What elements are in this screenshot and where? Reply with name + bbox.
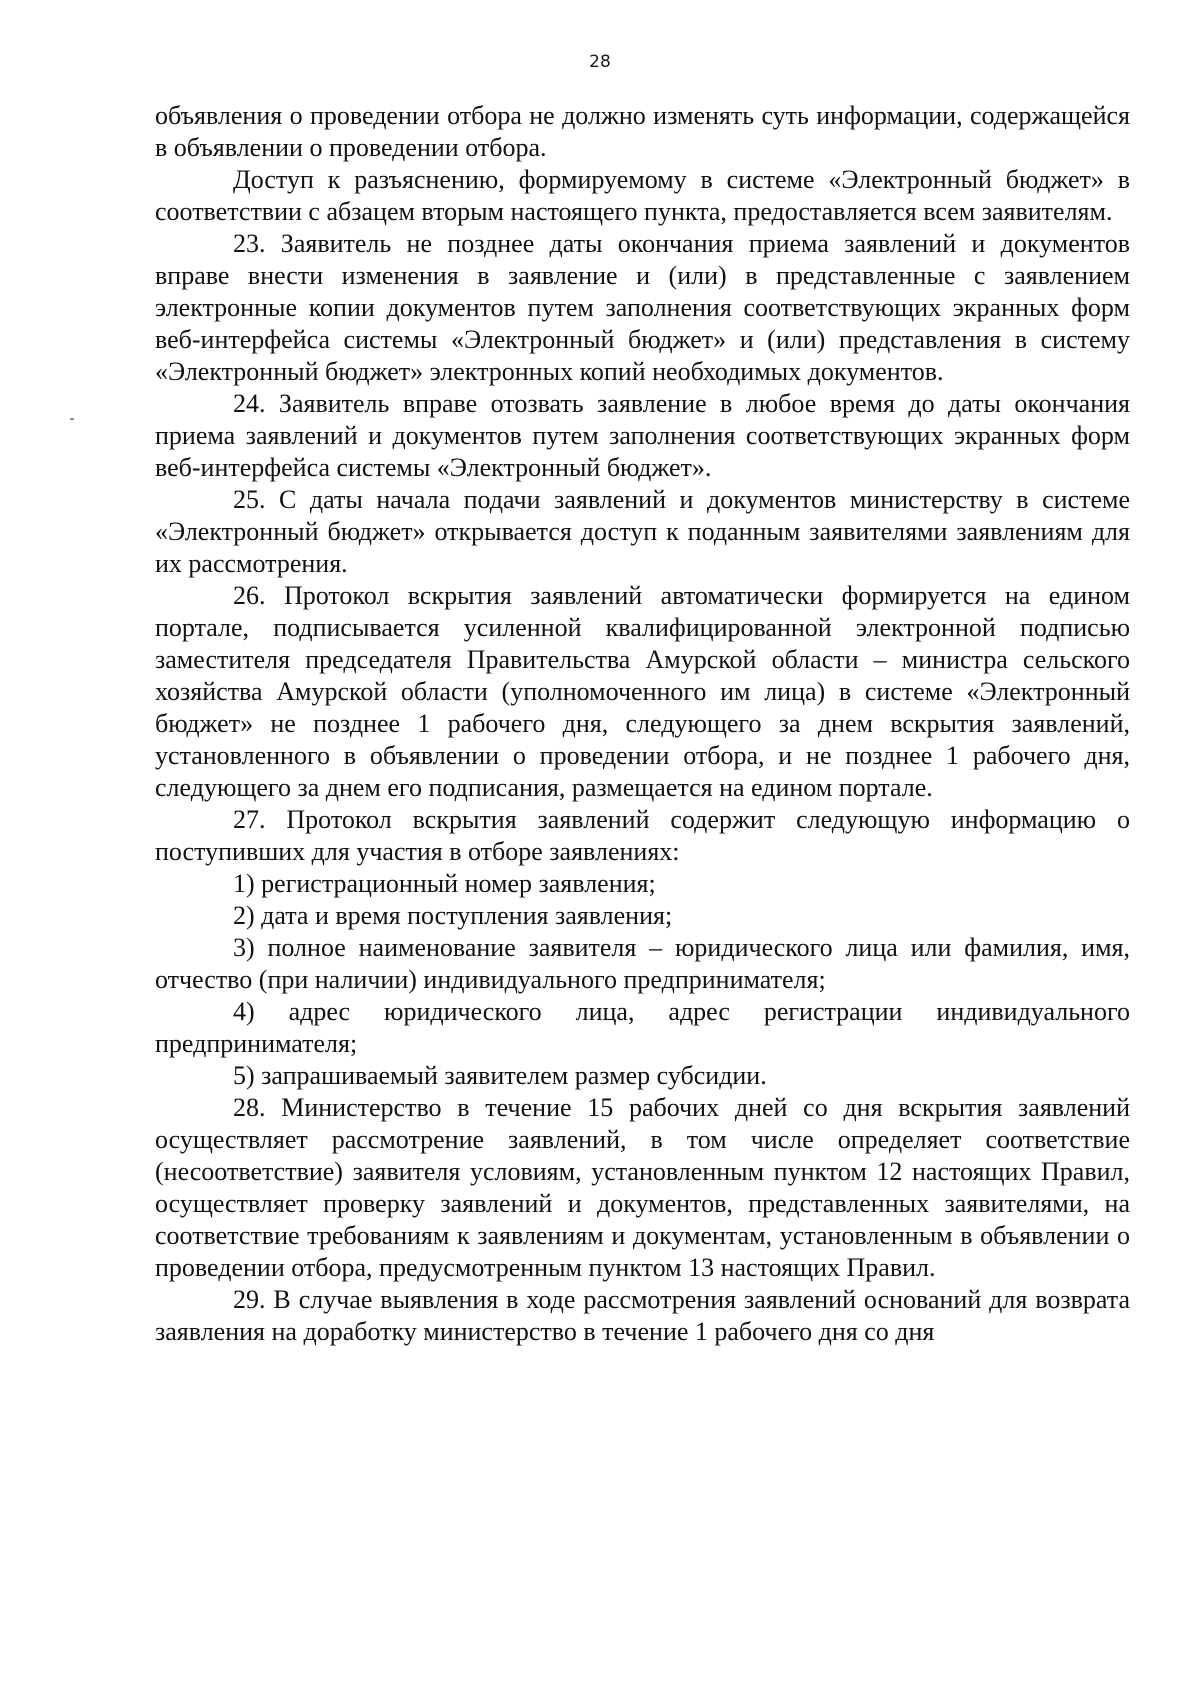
list-item-5: 5) запрашиваемый заявителем размер субсидии. [233,1061,767,1090]
paragraph-26: 26. Протокол вскрытия заявлений автоматически формируется на едином портале, подписывается усиленной квалифицированной электронной подписью заместителя председателя Правительства Амурской области – министра сельского хозяйства Амурской области (уполномоченного им лица) в системе «Электронный бюджет» не позднее 1 рабочего дня, следующего за днем вскрытия заявлений, установленного в объявлении о проведении отбора, и не позднее 1 рабочего дня, следующего за днем его подписания, размещается на едином портале. [155,581,1130,802]
list-item-1: 1) регистрационный номер заявления; [233,869,656,898]
paragraph-23: 23. Заявитель не позднее даты окончания приема заявлений и документов вправе внести изменения в заявление и (или) в представленные с заявлением электронные копии документов путем заполнения соответствующих экранных форм веб-интерфейса системы «Электронный бюджет» и (или) представления в систему «Электронный бюджет» электронных копий необходимых документов. [155,229,1130,386]
paragraph-25: 25. С даты начала подачи заявлений и документов министерству в системе «Электронный бюджет» открывается доступ к поданным заявителями заявлениям для их рассмотрения. [155,485,1130,578]
paragraph-24: 24. Заявитель вправе отозвать заявление в любое время до даты окончания приема заявлений и документов путем заполнения соответствующих экранных форм веб-интерфейса системы «Электронный бюджет». [155,389,1130,482]
paragraph-28: 28. Министерство в течение 15 рабочих дней со дня вскрытия заявлений осуществляет рассмотрение заявлений, в том числе определяет соответствие (несоответствие) заявителя условиям, установленным пунктом 12 настоящих Правил, осуществляет проверку заявлений и документов, представленных заявителями, на соответствие требованиям к заявлениям и документам, установленным в объявлении о проведении отбора, предусмотренным пунктом 13 настоящих Правил. [155,1093,1130,1282]
document-body [155,100,1130,1348]
paragraph-continuation: объявления о проведении отбора не должно изменять суть информации, содержащейся в объявлении о проведении отбора. [155,101,1130,162]
paragraph-clarification-access: Доступ к разъяснению, формируемому в системе «Электронный бюджет» в соответствии с абзацем вторым настоящего пункта, предоставляется всем заявителям. [155,165,1130,226]
list-item-3: 3) полное наименование заявителя – юридического лица или фамилия, имя, отчество (при наличии) индивидуального предпринимателя; [155,933,1130,994]
list-item-4: 4) адрес юридического лица, адрес регистрации индивидуального предпринимателя; [155,997,1130,1058]
paragraph-29: 29. В случае выявления в ходе рассмотрения заявлений оснований для возврата заявления на доработку министерство в течение 1 рабочего дня со дня [155,1285,1130,1346]
list-item-2: 2) дата и время поступления заявления; [233,901,673,930]
paragraph-27: 27. Протокол вскрытия заявлений содержит следующую информацию о поступивших для участия в отборе заявлениях: [155,805,1130,866]
page-number: 28 [589,52,611,72]
scan-artifact-mark [70,418,74,420]
